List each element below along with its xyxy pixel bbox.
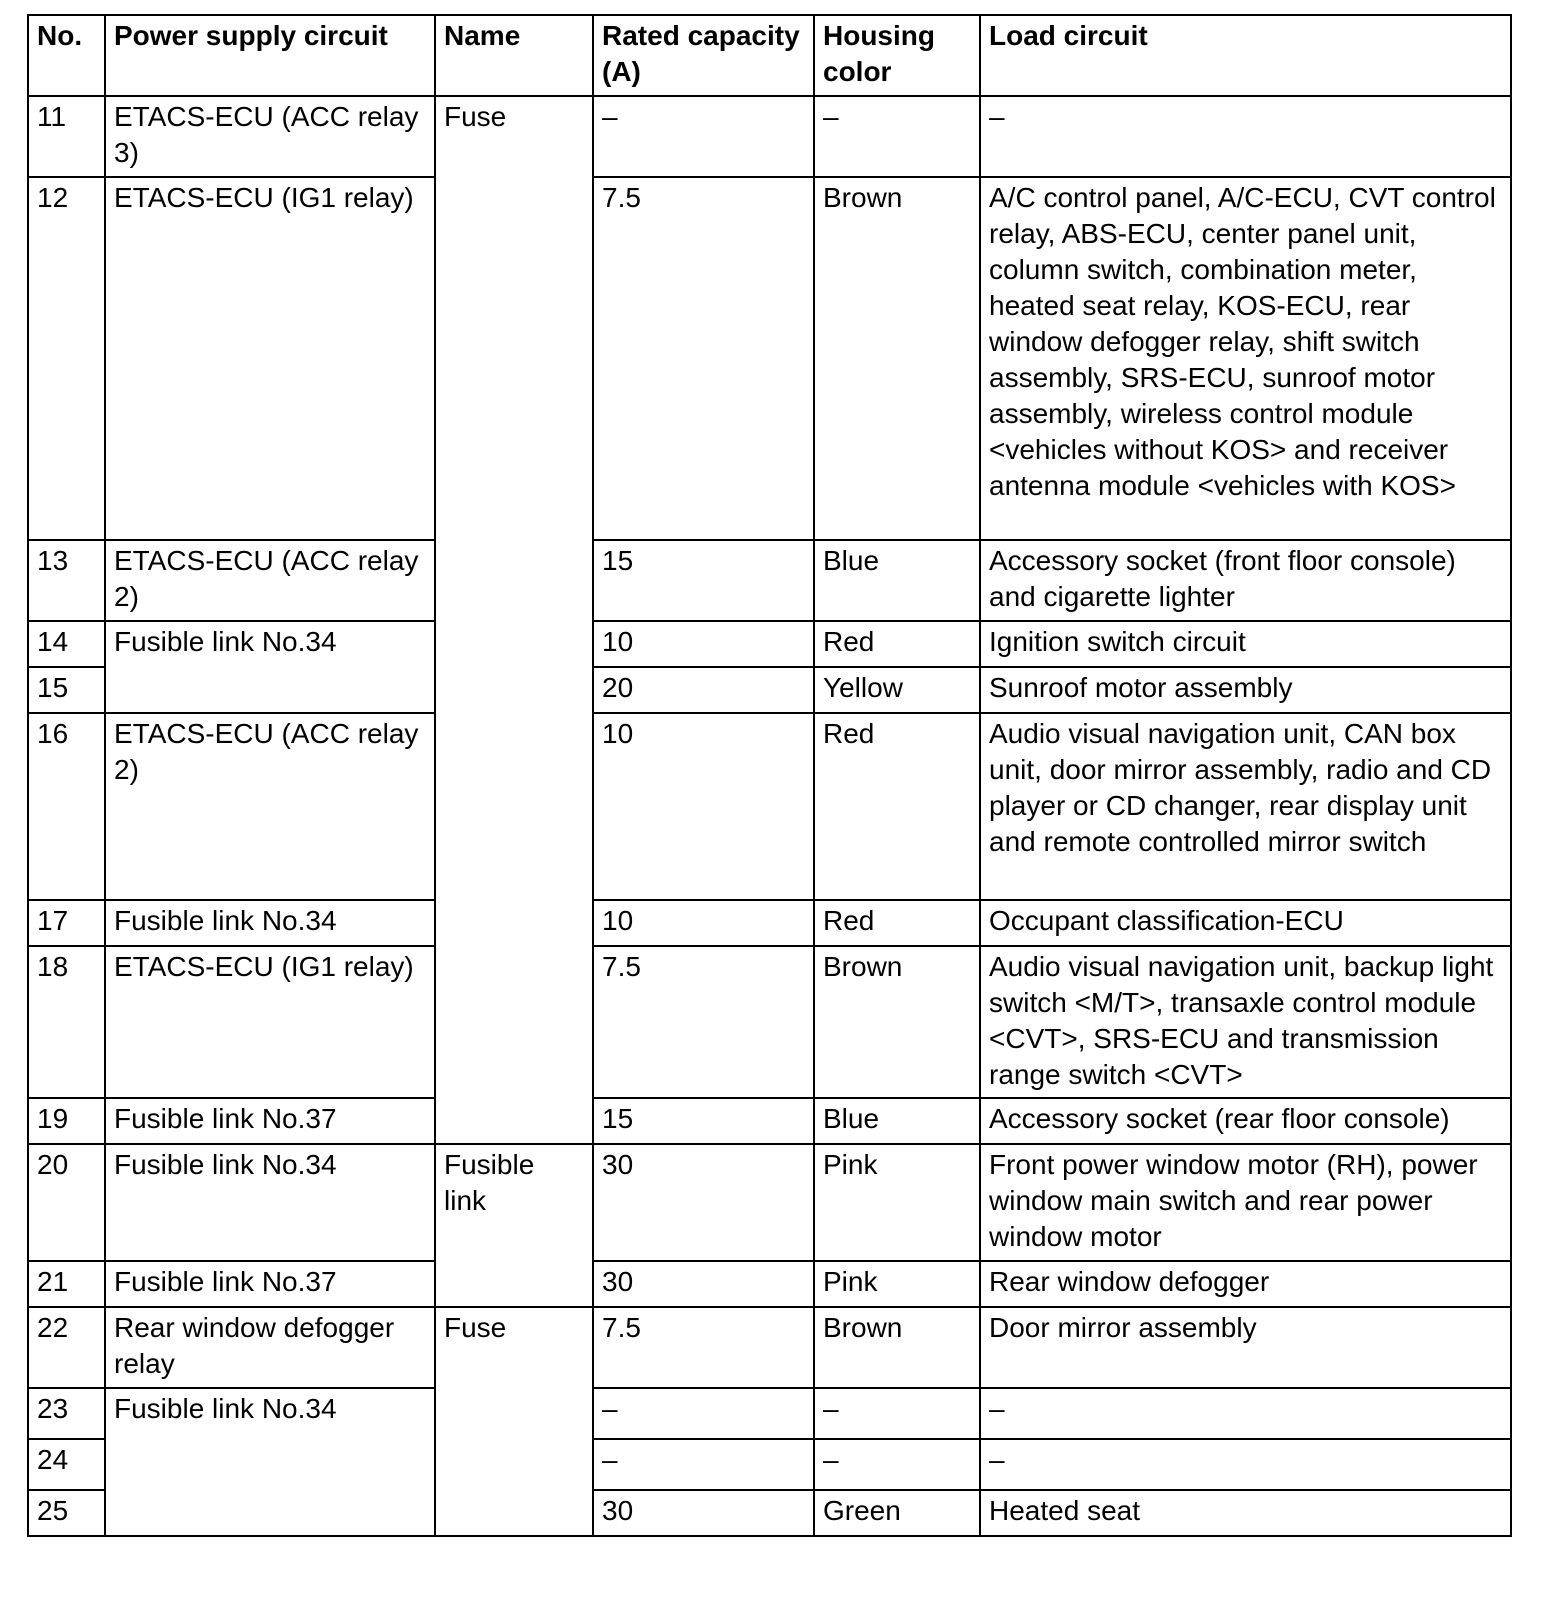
cell-no: 24 [28, 1439, 105, 1490]
table-row [28, 1307, 1511, 1388]
cell-no: 22 [28, 1307, 105, 1388]
header-housing-color: Housing color [814, 15, 980, 96]
cell-no: 13 [28, 540, 105, 621]
cell-no: 25 [28, 1490, 105, 1536]
cell-power-supply-circuit: Fusible link No.34 [105, 621, 435, 713]
cell-no: 18 [28, 946, 105, 1098]
cell-power-supply-circuit: Fusible link No.37 [105, 1098, 435, 1144]
table-row [28, 621, 1511, 667]
header-power-supply-circuit: Power supply circuit [105, 15, 435, 96]
cell-load-circuit: Heated seat [980, 1490, 1511, 1536]
cell-power-supply-circuit: ETACS-ECU (IG1 relay) [105, 946, 435, 1098]
cell-rated-capacity: 7.5 [593, 1307, 814, 1388]
header-row [28, 15, 1511, 96]
cell-load-circuit: – [980, 1388, 1511, 1439]
cell-name: Fusible link [435, 1144, 593, 1307]
cell-housing-color: Yellow [814, 667, 980, 713]
table-row [28, 177, 1511, 540]
cell-no: 15 [28, 667, 105, 713]
cell-load-circuit: – [980, 1439, 1511, 1490]
cell-load-circuit: Accessory socket (front floor console) and cigarette lighter [980, 540, 1511, 621]
table-row [28, 540, 1511, 621]
cell-power-supply-circuit: ETACS-ECU (ACC relay 2) [105, 540, 435, 621]
cell-no: 23 [28, 1388, 105, 1439]
cell-power-supply-circuit: ETACS-ECU (ACC relay 3) [105, 96, 435, 177]
cell-power-supply-circuit: ETACS-ECU (IG1 relay) [105, 177, 435, 540]
cell-rated-capacity: 10 [593, 713, 814, 900]
cell-rated-capacity: – [593, 1388, 814, 1439]
cell-load-circuit: Audio visual navigation unit, backup light switch <M/T>, transaxle control module <CVT>, SRS-ECU and transmission range switch <CVT> [980, 946, 1511, 1098]
cell-load-circuit: Ignition switch circuit [980, 621, 1511, 667]
cell-housing-color: Blue [814, 540, 980, 621]
cell-rated-capacity: 30 [593, 1144, 814, 1261]
cell-load-circuit: Occupant classification-ECU [980, 900, 1511, 946]
table-row [28, 713, 1511, 900]
cell-housing-color: Red [814, 713, 980, 900]
cell-rated-capacity: 30 [593, 1490, 814, 1536]
cell-no: 20 [28, 1144, 105, 1261]
cell-housing-color: Brown [814, 177, 980, 540]
table-row [28, 1144, 1511, 1261]
cell-housing-color: Red [814, 900, 980, 946]
cell-no: 17 [28, 900, 105, 946]
table-row [28, 900, 1511, 946]
cell-rated-capacity: – [593, 1439, 814, 1490]
table-row [28, 1098, 1511, 1144]
cell-power-supply-circuit: ETACS-ECU (ACC relay 2) [105, 713, 435, 900]
cell-housing-color: – [814, 96, 980, 177]
cell-rated-capacity: 10 [593, 900, 814, 946]
cell-rated-capacity: 30 [593, 1261, 814, 1307]
cell-load-circuit: Front power window motor (RH), power window main switch and rear power window motor [980, 1144, 1511, 1261]
cell-load-circuit: – [980, 96, 1511, 177]
cell-housing-color: Pink [814, 1261, 980, 1307]
cell-housing-color: – [814, 1439, 980, 1490]
cell-rated-capacity: 20 [593, 667, 814, 713]
cell-housing-color: Red [814, 621, 980, 667]
cell-rated-capacity: – [593, 96, 814, 177]
cell-housing-color: Blue [814, 1098, 980, 1144]
table-row [28, 946, 1511, 1098]
cell-name: Fuse [435, 96, 593, 1144]
cell-housing-color: Green [814, 1490, 980, 1536]
table-row [28, 1388, 1511, 1439]
cell-housing-color: Pink [814, 1144, 980, 1261]
cell-load-circuit: Rear window defogger [980, 1261, 1511, 1307]
cell-rated-capacity: 15 [593, 1098, 814, 1144]
cell-load-circuit: A/C control panel, A/C-ECU, CVT control relay, ABS-ECU, center panel unit, column switch, combination meter, heated seat relay, KOS-ECU, rear window defogger relay, shift switch assembly, SRS-ECU, sunroof motor assembly, wireless control module <vehicles without KOS> and receiver antenna module <vehicles with KOS> [980, 177, 1511, 540]
cell-housing-color: Brown [814, 1307, 980, 1388]
header-name: Name [435, 15, 593, 96]
table-row [28, 1261, 1511, 1307]
header-load-circuit: Load circuit [980, 15, 1511, 96]
fuse-table [27, 14, 1512, 1537]
cell-name: Fuse [435, 1307, 593, 1536]
cell-power-supply-circuit: Fusible link No.37 [105, 1261, 435, 1307]
cell-power-supply-circuit: Fusible link No.34 [105, 1144, 435, 1261]
cell-load-circuit: Door mirror assembly [980, 1307, 1511, 1388]
cell-load-circuit: Sunroof motor assembly [980, 667, 1511, 713]
cell-rated-capacity: 10 [593, 621, 814, 667]
cell-no: 11 [28, 96, 105, 177]
cell-rated-capacity: 7.5 [593, 946, 814, 1098]
header-rated-capacity: Rated capacity (A) [593, 15, 814, 96]
cell-power-supply-circuit: Rear window defogger relay [105, 1307, 435, 1388]
cell-no: 14 [28, 621, 105, 667]
header-no: No. [28, 15, 105, 96]
cell-no: 12 [28, 177, 105, 540]
cell-load-circuit: Accessory socket (rear floor console) [980, 1098, 1511, 1144]
cell-no: 19 [28, 1098, 105, 1144]
cell-housing-color: – [814, 1388, 980, 1439]
cell-rated-capacity: 15 [593, 540, 814, 621]
table-row [28, 96, 1511, 177]
cell-rated-capacity: 7.5 [593, 177, 814, 540]
cell-load-circuit: Audio visual navigation unit, CAN box unit, door mirror assembly, radio and CD player or CD changer, rear display unit and remote controlled mirror switch [980, 713, 1511, 900]
cell-housing-color: Brown [814, 946, 980, 1098]
cell-power-supply-circuit: Fusible link No.34 [105, 900, 435, 946]
cell-power-supply-circuit: Fusible link No.34 [105, 1388, 435, 1536]
cell-no: 21 [28, 1261, 105, 1307]
cell-no: 16 [28, 713, 105, 900]
